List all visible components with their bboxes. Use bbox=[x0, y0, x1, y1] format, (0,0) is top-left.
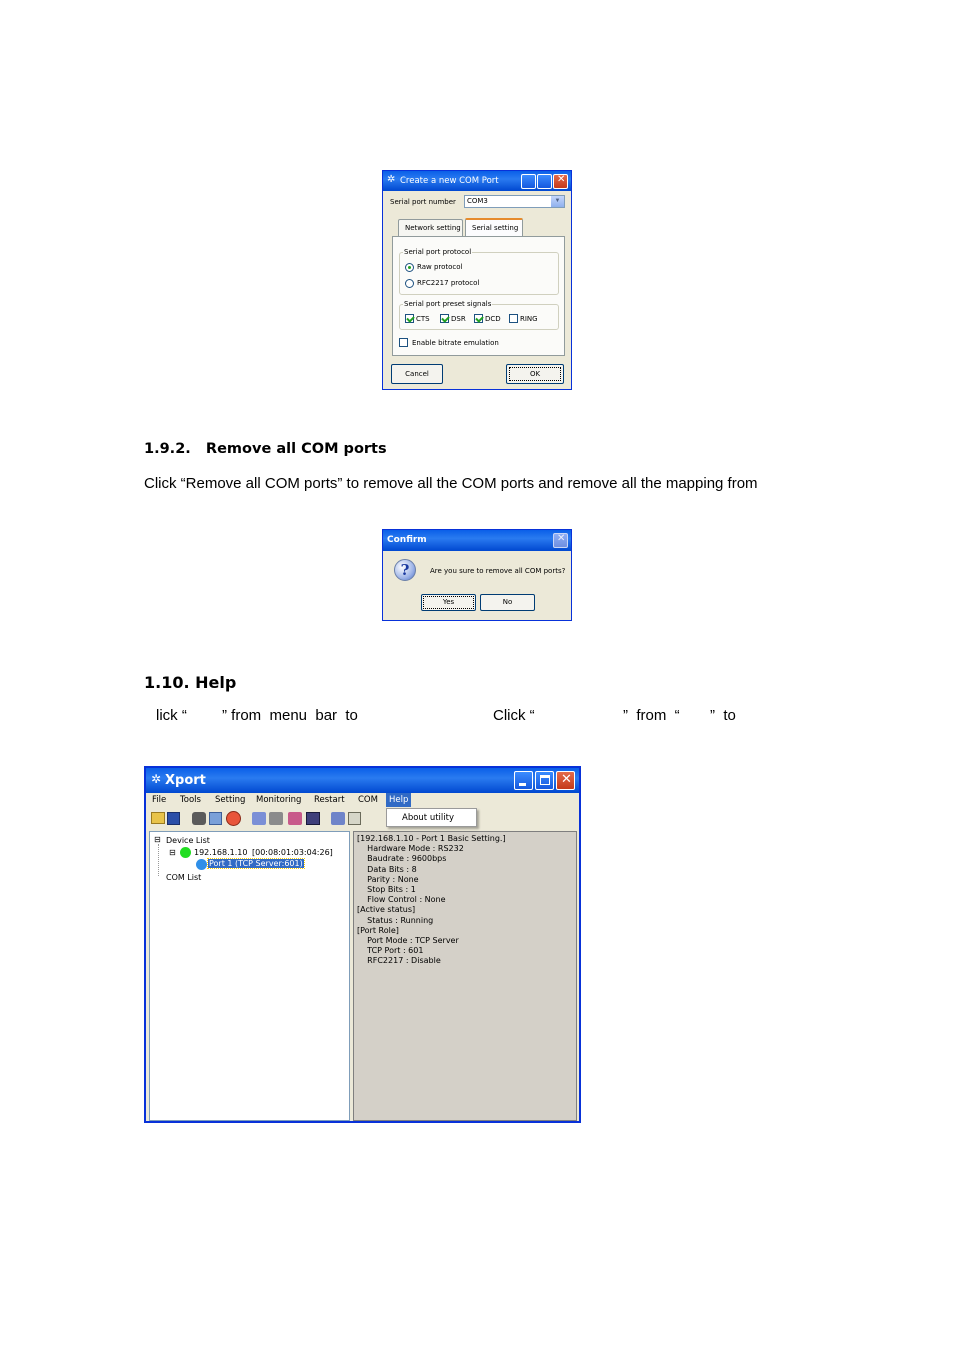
section-heading-remove: 1.9.2. Remove all COM ports bbox=[144, 441, 387, 457]
info-line: Baudrate : 9600bps bbox=[357, 854, 447, 864]
search-device-icon[interactable] bbox=[192, 812, 206, 825]
device-online-icon bbox=[180, 847, 191, 858]
dialog-title: Create a new COM Port bbox=[400, 176, 499, 186]
close-button[interactable] bbox=[553, 174, 568, 189]
minimize-icon bbox=[519, 783, 526, 786]
help-text-part-4: ” from “ bbox=[623, 707, 680, 724]
display-icon[interactable] bbox=[306, 812, 320, 825]
close-icon: ✕ bbox=[561, 772, 572, 787]
info-line: Hardware Mode : RS232 bbox=[357, 844, 464, 854]
serial-port-select[interactable] bbox=[464, 195, 565, 208]
raw-protocol-radio[interactable] bbox=[405, 263, 414, 272]
maximize-button[interactable] bbox=[537, 174, 552, 189]
ok-button[interactable]: OK bbox=[506, 364, 564, 384]
maximize-icon bbox=[540, 775, 550, 785]
cts-checkbox[interactable] bbox=[405, 314, 414, 323]
bitrate-emulation-checkbox[interactable] bbox=[399, 338, 408, 347]
bitrate-emulation-label: Enable bitrate emulation bbox=[412, 339, 499, 347]
tab-serial-setting[interactable] bbox=[465, 218, 523, 237]
yes-button[interactable]: Yes bbox=[421, 594, 476, 611]
signals-group-label: Serial port preset signals bbox=[404, 300, 492, 308]
tab-panel bbox=[392, 236, 565, 356]
device-tree[interactable] bbox=[149, 831, 350, 1121]
tab-serial-label: Serial setting bbox=[472, 224, 519, 232]
create-com-port-dialog bbox=[382, 170, 572, 390]
minimize-button[interactable] bbox=[521, 174, 536, 189]
maximize-button[interactable] bbox=[535, 771, 554, 790]
app-icon: ✲ bbox=[151, 772, 162, 786]
tab-network-label: Network setting bbox=[405, 224, 461, 232]
info-line: Port Mode : TCP Server bbox=[357, 936, 459, 945]
dsr-checkbox[interactable] bbox=[440, 314, 449, 323]
serial-port-value: COM3 bbox=[467, 197, 488, 205]
menu-restart[interactable]: Restart bbox=[314, 795, 345, 805]
about-utility-item[interactable]: About utility bbox=[402, 813, 455, 823]
info-line: Flow Control : None bbox=[357, 895, 446, 905]
section-heading-help: 1.10. Help bbox=[144, 673, 237, 692]
menu-com[interactable]: COM bbox=[358, 795, 378, 805]
rfc2217-protocol-radio[interactable] bbox=[405, 279, 414, 288]
open-folder-icon[interactable] bbox=[151, 812, 165, 824]
tab-network-setting[interactable] bbox=[398, 219, 463, 236]
dialog-titlebar[interactable] bbox=[383, 171, 571, 191]
com-list-icon[interactable] bbox=[348, 812, 361, 825]
close-icon: ✕ bbox=[557, 533, 566, 544]
menu-setting[interactable]: Setting bbox=[215, 795, 246, 805]
chevron-down-icon[interactable]: ▼ bbox=[551, 196, 564, 207]
confirm-close-button[interactable] bbox=[553, 533, 568, 548]
help-text-part-5: ” to bbox=[710, 707, 736, 724]
dsr-label: DSR bbox=[451, 315, 466, 323]
info-line: [192.168.1.10 - Port 1 Basic Setting.] bbox=[357, 834, 506, 843]
dcd-checkbox[interactable] bbox=[474, 314, 483, 323]
close-icon: ✕ bbox=[557, 174, 566, 185]
menu-file[interactable]: File bbox=[152, 795, 167, 805]
help-dropdown bbox=[386, 808, 477, 827]
add-com-icon[interactable] bbox=[331, 812, 345, 825]
help-text-part-3: Click “ bbox=[493, 707, 535, 724]
xport-titlebar[interactable] bbox=[146, 768, 579, 793]
tree-com-list[interactable]: COM List bbox=[166, 873, 202, 882]
info-line: [Port Role] bbox=[357, 925, 399, 935]
tree-device-ip[interactable]: 192.168.1.10 bbox=[194, 848, 248, 857]
xport-window bbox=[144, 766, 581, 1123]
info-line: TCP Port : 601 bbox=[357, 946, 424, 956]
serial-port-number-label: Serial port number bbox=[390, 198, 456, 206]
protocol-group-label: Serial port protocol bbox=[404, 248, 472, 256]
ring-checkbox[interactable] bbox=[509, 314, 518, 323]
protocol-groupbox bbox=[399, 252, 559, 295]
menu-help[interactable]: Help bbox=[386, 793, 411, 807]
info-line: Status : Running bbox=[357, 915, 434, 925]
confirm-message: Are you sure to remove all COM ports? bbox=[430, 567, 566, 575]
tree-expander-icon[interactable]: ⊟ bbox=[154, 835, 161, 844]
cts-label: CTS bbox=[416, 315, 430, 323]
menu-monitoring[interactable]: Monitoring bbox=[256, 795, 302, 805]
network-icon[interactable] bbox=[252, 812, 266, 825]
confirm-title: Confirm bbox=[387, 535, 427, 545]
section-text-remove: Click “Remove all COM ports” to remove all the COM ports and remove all the mapping from bbox=[144, 475, 758, 492]
port-icon bbox=[196, 859, 207, 870]
app-icon: ✲ bbox=[387, 174, 396, 185]
question-icon: ? bbox=[394, 559, 416, 581]
refresh-icon[interactable] bbox=[288, 812, 302, 825]
dcd-label: DCD bbox=[485, 315, 501, 323]
settings-icon[interactable] bbox=[269, 812, 283, 825]
save-icon[interactable] bbox=[167, 812, 180, 825]
tree-device-mac: [00:08:01:03:04:26] bbox=[252, 848, 333, 857]
xport-title: Xport bbox=[165, 773, 206, 788]
confirm-titlebar[interactable] bbox=[383, 530, 571, 551]
tree-expander-icon[interactable]: ⊟ bbox=[169, 848, 176, 857]
info-line: Parity : None bbox=[357, 874, 419, 884]
info-panel bbox=[353, 831, 577, 1121]
minimize-button[interactable] bbox=[514, 771, 533, 790]
tree-line bbox=[158, 844, 160, 876]
menu-tools[interactable]: Tools bbox=[180, 795, 201, 805]
raw-protocol-label: Raw protocol bbox=[417, 263, 463, 271]
confirm-dialog bbox=[382, 529, 572, 621]
ring-label: RING bbox=[520, 315, 538, 323]
info-line: Data Bits : 8 bbox=[357, 864, 417, 874]
tree-device-list[interactable]: Device List bbox=[166, 836, 210, 845]
close-button[interactable] bbox=[556, 771, 575, 790]
toolbar bbox=[146, 808, 579, 830]
monitor-icon[interactable] bbox=[209, 812, 222, 825]
info-line: [Active status] bbox=[357, 905, 416, 915]
menu-bar bbox=[146, 793, 579, 808]
help-text-part-1: lick “ bbox=[156, 707, 187, 724]
cancel-button[interactable]: Cancel bbox=[391, 364, 443, 384]
rfc2217-protocol-label: RFC2217 protocol bbox=[417, 279, 480, 287]
tree-port-selected[interactable]: Port 1 (TCP Server:601) bbox=[209, 859, 303, 868]
stop-icon[interactable] bbox=[226, 811, 241, 826]
info-line: RFC2217 : Disable bbox=[357, 956, 441, 966]
no-button[interactable]: No bbox=[480, 594, 535, 611]
help-text-part-2: ” from menu bar to bbox=[222, 707, 358, 724]
info-line: Stop Bits : 1 bbox=[357, 885, 416, 894]
